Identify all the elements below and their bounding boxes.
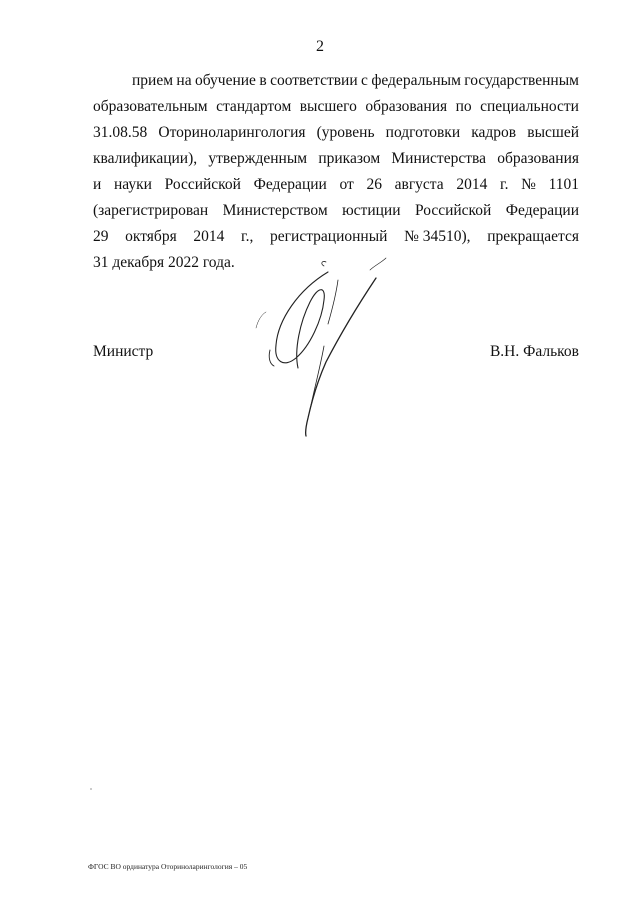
paragraph-word: 2014 <box>456 176 488 193</box>
paragraph-word: Министерства <box>391 150 486 167</box>
paragraph-word: квалификации), <box>93 150 198 167</box>
paragraph-word: Федерации <box>253 176 327 193</box>
paragraph-word: 31.08.58 <box>93 124 148 141</box>
paragraph-word: Федерации <box>505 202 579 219</box>
paragraph-word: обучение <box>195 72 256 89</box>
footer-text: ФГОС ВО ординатура Оториноларингология – 05 <box>88 862 248 871</box>
paragraph-word: на <box>176 72 192 89</box>
paragraph-word: в <box>259 72 267 89</box>
paragraph-word: Российской <box>414 202 492 219</box>
paragraph-word: и <box>93 176 102 193</box>
paragraph-word: подготовки <box>385 124 461 141</box>
paragraph-word: утвержденным <box>208 150 308 167</box>
paragraph-word: образования <box>365 98 448 115</box>
paragraph-word: государственным <box>464 72 579 89</box>
paragraph-last-line: 31 декабря 2022 года. <box>93 254 235 271</box>
paragraph-word: 1101 <box>548 176 579 193</box>
paragraph-line <box>93 224 579 250</box>
signer-name: В.Н. Фальков <box>489 343 579 360</box>
paragraph-word: от <box>339 176 354 193</box>
handwritten-signature <box>248 250 388 445</box>
paragraph-word: регистрационный <box>270 228 388 245</box>
paragraph-word: 2014 <box>193 228 225 245</box>
paragraph-line <box>93 94 579 120</box>
paragraph-line <box>93 146 579 172</box>
page-number: 2 <box>316 38 324 55</box>
paragraph-word: (зарегистрирован <box>93 202 209 219</box>
paragraph-word: прием <box>132 72 174 89</box>
paragraph-word: г. <box>499 176 509 193</box>
paragraph-word: образовательным <box>93 98 208 115</box>
paragraph-word: высшего <box>299 98 357 115</box>
paragraph-line <box>93 120 579 146</box>
paragraph-word: № <box>521 176 536 193</box>
paragraph-word: прекращается <box>487 228 579 245</box>
paragraph-word: соответствии <box>270 72 358 89</box>
paragraph-word: с <box>361 72 368 89</box>
paragraph-word: специальности <box>480 98 579 115</box>
paragraph-word: № 34510), <box>404 228 471 245</box>
paragraph-line <box>93 68 579 94</box>
paragraph-word: приказом <box>318 150 381 167</box>
paragraph-line <box>93 172 579 198</box>
paragraph-word: 29 <box>93 228 109 245</box>
paragraph-word: Министерством <box>222 202 328 219</box>
paragraph-word: Российской <box>164 176 241 193</box>
paragraph-line <box>93 198 579 224</box>
paragraph-word: 26 <box>366 176 382 193</box>
paragraph-word: науки <box>113 176 152 193</box>
paragraph-word: федеральным <box>371 72 461 89</box>
paragraph-word: августа <box>394 176 444 193</box>
paragraph-word: юстиции <box>342 202 401 219</box>
paragraph-word: г., <box>241 228 254 245</box>
paragraph-word: высшей <box>527 124 579 141</box>
scan-speck <box>90 788 92 790</box>
paragraph-word: кадров <box>471 124 517 141</box>
paragraph <box>93 68 579 276</box>
paragraph-word: образования <box>497 150 579 167</box>
paragraph-word: Оториноларингология <box>158 124 306 141</box>
paragraph-word: стандартом <box>216 98 292 115</box>
paragraph-word: (уровень <box>316 124 375 141</box>
position-label: Министр <box>93 343 154 360</box>
paragraph-word: по <box>455 98 472 115</box>
paragraph-word: октября <box>125 228 177 245</box>
